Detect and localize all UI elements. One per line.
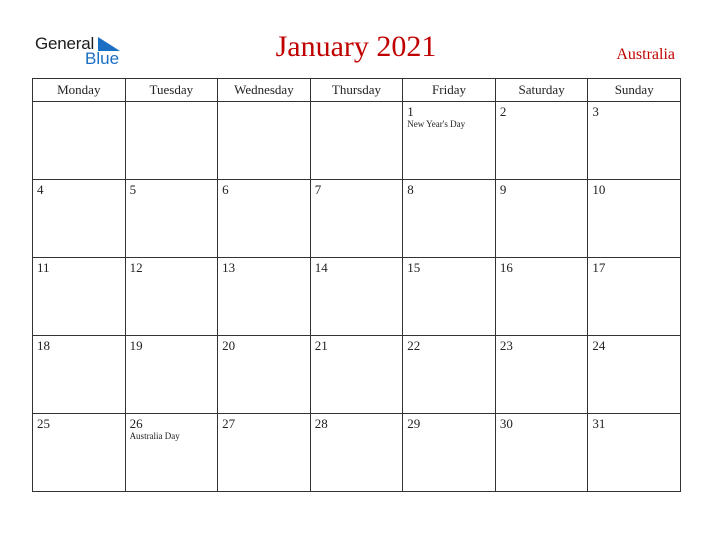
day-cell <box>310 180 403 258</box>
week-row <box>33 102 681 180</box>
day-number: 1 <box>407 104 414 119</box>
day-number: 18 <box>37 338 50 353</box>
day-cell <box>310 336 403 414</box>
day-cell <box>33 258 126 336</box>
day-number: 7 <box>314 182 322 197</box>
day-number: 19 <box>129 338 143 353</box>
logo-text-general: General <box>35 34 95 53</box>
day-cell <box>403 102 496 180</box>
day-cell <box>33 336 126 414</box>
day-number: 4 <box>37 182 44 197</box>
day-cell <box>403 258 496 336</box>
day-number: 29 <box>407 416 421 431</box>
day-number <box>126 102 218 104</box>
day-cell <box>403 180 496 258</box>
day-cell <box>33 180 126 258</box>
day-cell <box>33 102 126 180</box>
day-number <box>311 102 403 104</box>
weekday-header: Monday <box>33 79 126 102</box>
day-cell <box>310 414 403 492</box>
holiday-label: New Year's Day <box>407 119 466 129</box>
week-row <box>33 414 681 492</box>
day-cell <box>218 414 311 492</box>
day-number: 16 <box>499 260 513 275</box>
day-number <box>33 102 125 104</box>
day-cell <box>588 258 681 336</box>
day-number: 23 <box>499 338 513 353</box>
day-number: 6 <box>222 182 229 197</box>
day-cell <box>588 102 681 180</box>
day-cell <box>33 414 126 492</box>
day-cell <box>588 180 681 258</box>
weekday-header: Tuesday <box>125 79 218 102</box>
day-cell <box>218 102 311 180</box>
weekday-header: Sunday <box>588 79 681 102</box>
day-cell <box>403 336 496 414</box>
day-number: 22 <box>407 338 421 353</box>
day-number: 12 <box>129 260 143 275</box>
day-cell <box>125 180 218 258</box>
day-number: 13 <box>222 260 236 275</box>
weekday-header: Wednesday <box>218 79 311 102</box>
day-cell <box>125 258 218 336</box>
day-number: 26 <box>129 416 143 431</box>
day-cell <box>495 414 588 492</box>
week-row <box>33 258 681 336</box>
day-number: 11 <box>37 260 50 275</box>
weekday-header: Thursday <box>310 79 403 102</box>
day-number: 2 <box>499 104 507 119</box>
weekday-header: Friday <box>403 79 496 102</box>
calendar-grid <box>32 78 681 492</box>
day-cell <box>310 258 403 336</box>
day-cell <box>495 258 588 336</box>
day-number: 8 <box>407 182 414 197</box>
day-number: 9 <box>499 182 507 197</box>
country-label: Australia <box>616 46 675 63</box>
day-number: 3 <box>592 104 599 119</box>
day-number: 24 <box>592 338 606 353</box>
day-cell <box>125 414 218 492</box>
day-cell <box>125 102 218 180</box>
day-number: 5 <box>129 182 137 197</box>
calendar-title: January 2021 <box>275 30 437 63</box>
week-row <box>33 180 681 258</box>
day-cell <box>125 336 218 414</box>
day-number: 17 <box>592 260 606 275</box>
day-cell <box>403 414 496 492</box>
day-cell <box>218 180 311 258</box>
day-cell <box>588 414 681 492</box>
day-cell <box>218 258 311 336</box>
day-number: 10 <box>592 182 606 197</box>
day-cell <box>495 102 588 180</box>
day-number: 20 <box>222 338 236 353</box>
day-cell <box>218 336 311 414</box>
day-number: 14 <box>314 260 328 275</box>
holiday-label: Australia Day <box>129 431 180 441</box>
day-number <box>218 102 310 104</box>
day-number: 30 <box>499 416 513 431</box>
weekday-header: Saturday <box>495 79 588 102</box>
day-cell <box>310 102 403 180</box>
day-number: 15 <box>407 260 421 275</box>
day-number: 25 <box>37 416 50 431</box>
day-cell <box>495 336 588 414</box>
day-cell <box>588 336 681 414</box>
day-cell <box>495 180 588 258</box>
week-row <box>33 336 681 414</box>
day-number: 21 <box>314 338 328 353</box>
logo-text-blue: Blue <box>85 49 120 68</box>
day-number: 27 <box>222 416 236 431</box>
day-number: 31 <box>592 416 606 431</box>
weekday-header-row <box>33 79 681 102</box>
day-number: 28 <box>314 416 328 431</box>
